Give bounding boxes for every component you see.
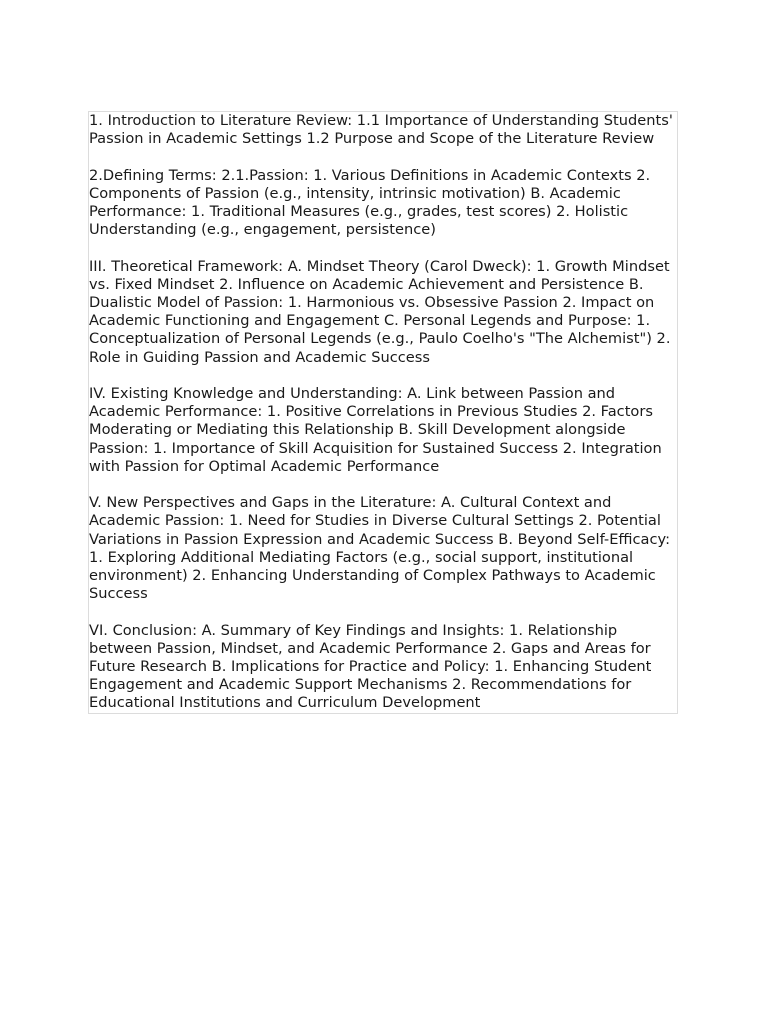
- section-conclusion: VI. Conclusion: A. Summary of Key Findings and Insights: 1. Relationship between Passion, Mindset, and Academic Performance 2. Gaps and Areas for Future Research B. Implications for Practice and Policy: 1. Enhancing Student Engagement and Academic Support Mechanisms 2. Recommendations for Educational Institutions and Curriculum Development: [89, 621, 652, 712]
- section-theoretical-framework: III. Theoretical Framework: A. Mindset Theory (Carol Dweck): 1. Growth Mindset vs. Fixed Mindset 2. Influence on Academic Achievement and Persistence B. Dualistic Model of Passion: 1. Harmonious vs. Obsessive Passion 2. Impact on Academic Functioning and Engagement C. Personal Legends and Purpose: 1. Conceptualization of Personal Legends (e.g., Paulo Coelho's "The Alchemist") 2. Role in Guiding Passion and Academic Success: [89, 257, 671, 366]
- section-introduction: 1. Introduction to Literature Review: 1.1 Importance of Understanding Students' Passion in Academic Settings 1.2 Purpose and Scope of the Literature Review: [89, 112, 673, 148]
- literature-review-outline: [88, 111, 678, 714]
- section-defining-terms: 2.Defining Terms: 2.1.Passion: 1. Various Definitions in Academic Contexts 2. Components of Passion (e.g., intensity, intrinsic motivation) B. Academic Performance: 1. Traditional Measures (e.g., grades, test scores) 2. Holistic Understanding (e.g., engagement, persistence): [89, 166, 651, 239]
- section-new-perspectives: V. New Perspectives and Gaps in the Literature: A. Cultural Context and Academic Passion: 1. Need for Studies in Diverse Cultural Settings 2. Potential Variations in Passion Expression and Academic Success B. Beyond Self-Efficacy: 1. Exploring Additional Mediating Factors (e.g., social support, institutional environment) 2. Enhancing Understanding of Complex Pathways to Academic Success: [89, 494, 671, 603]
- section-existing-knowledge: IV. Existing Knowledge and Understanding: A. Link between Passion and Academic Performance: 1. Positive Correlations in Previous Studies 2. Factors Moderating or Mediating this Relationship B. Skill Development alongside Passion: 1. Importance of Skill Acquisition for Sustained Success 2. Integration with Passion for Optimal Academic Performance: [89, 385, 662, 475]
